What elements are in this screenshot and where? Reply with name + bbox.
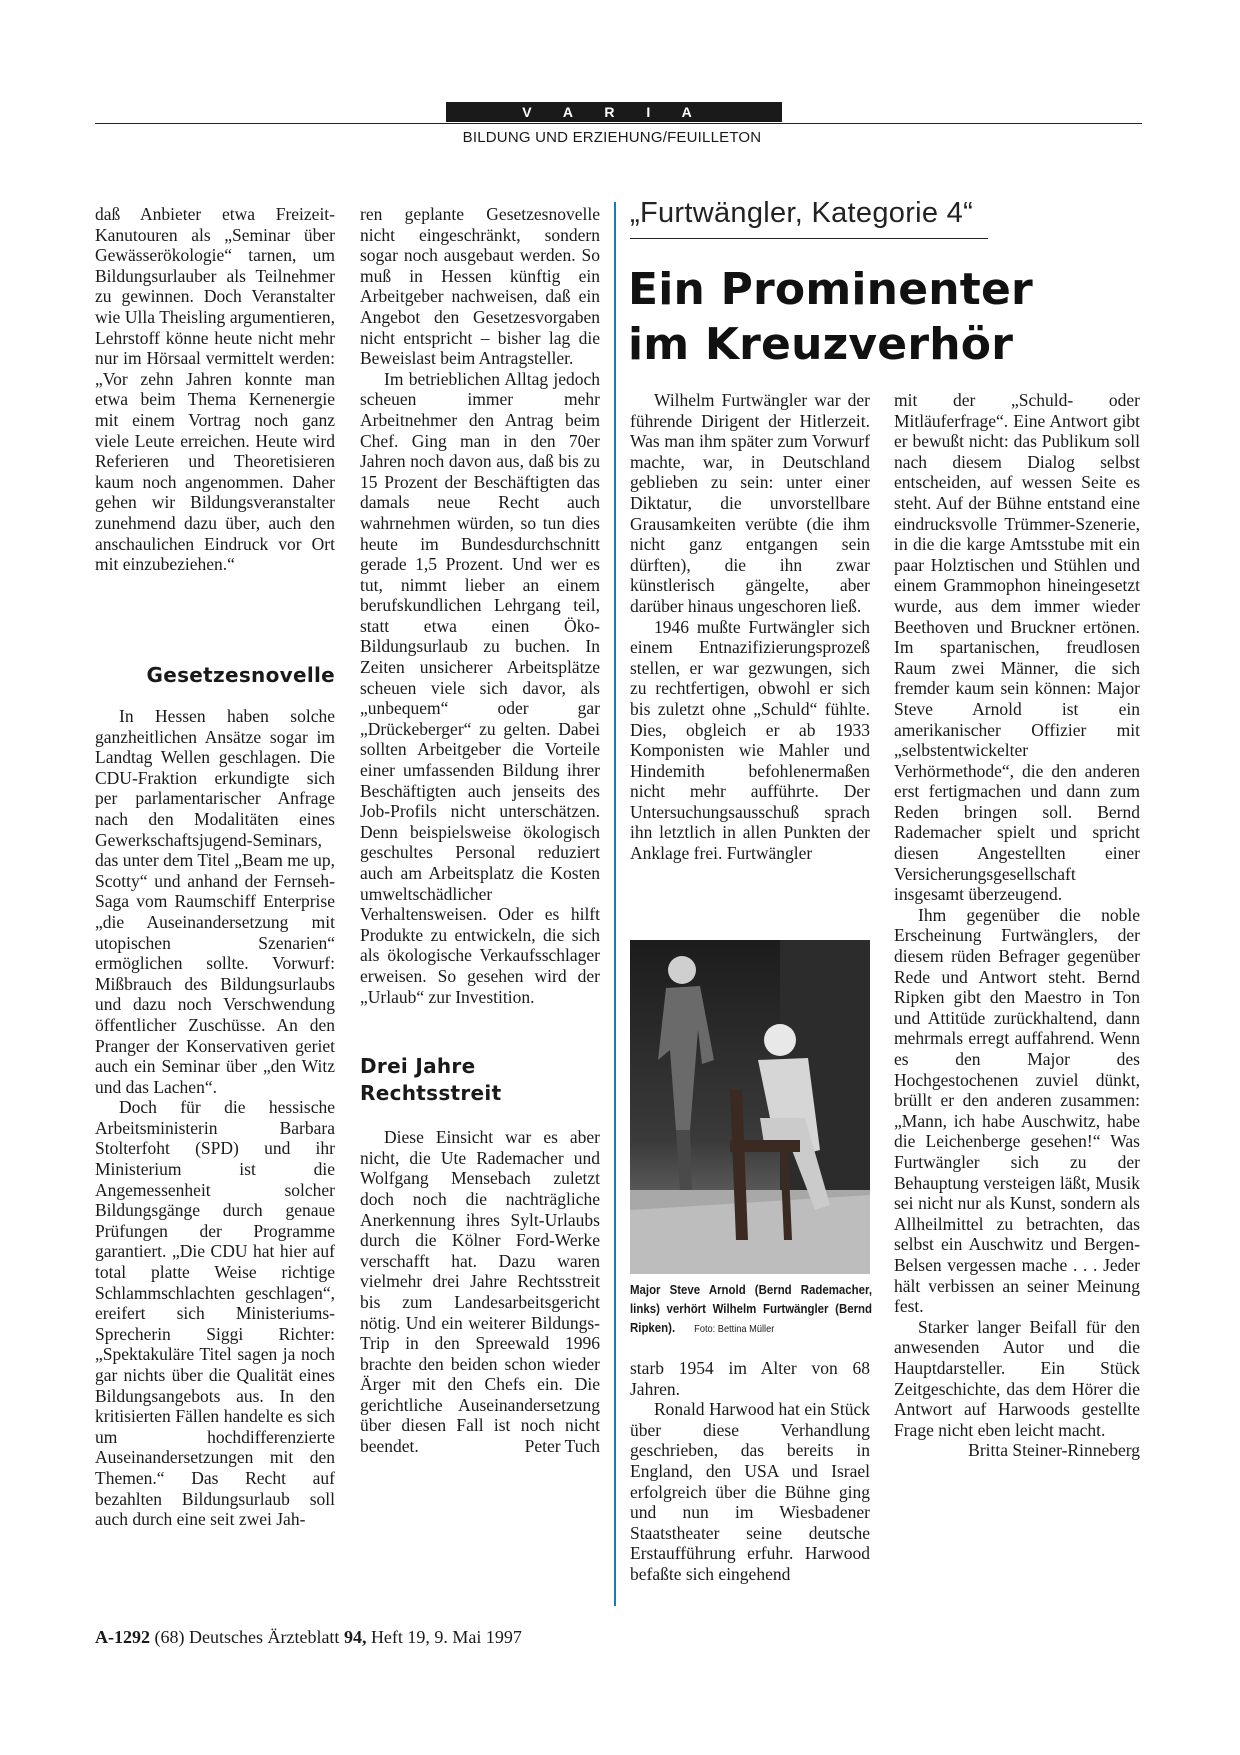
article-kicker: „Furtwängler, Kategorie 4“ xyxy=(630,197,974,229)
article-photo xyxy=(630,940,870,1274)
author-byline: Britta Steiner-Rinneberg xyxy=(968,1440,1140,1461)
paragraph: starb 1954 im Alter von 68 Jahren. xyxy=(630,1358,870,1399)
column-1 xyxy=(95,204,335,1530)
footer-publication: (68) Deutsches Ärzteblatt xyxy=(154,1627,340,1647)
paragraph: Wilhelm Furtwängler war der führende Dirigent der Hitlerzeit. Was man ihm später zum Vorwurf machte, war, in Deutschland geblieben zu sein: unter einer Diktatur, die unvorstellbare Grausamkeiten verübte (die ihm nicht ganz entgangen sein dürften), die ihn zwar künstlerisch gängelte, aber darüber hinaus ungeschoren ließ. xyxy=(630,390,870,616)
column-4 xyxy=(894,390,1140,1461)
footer-issue: Heft 19, 9. Mai 1997 xyxy=(370,1627,522,1647)
subheading: Gesetzesnovelle xyxy=(146,663,335,687)
footer-volume: 94, xyxy=(343,1627,367,1647)
paragraph: Ihm gegenüber die noble Erscheinung Furtwänglers, der diesem rüden Befrager gegenüber Rede und Antwort steht. Bernd Ripken gibt den Maestro in Ton und Attitüde zurückhaltend, dann mehrmals erregt auffahrend. Wenn es den Major des Hochgestochenen zuviel dünkt, brüllt er den anderen zusammen: „Mann, ich habe Auschwitz, habe die Leichenberge gesehen!“ Was Furtwängler sich zu der Behauptung versteigen läßt, Musik sei nicht nur als Kunst, sondern als Allheilmittel zu betrachten, das selbst ein Auschwitz und Bergen-Belsen vergessen mache . . . Jeder hält verbissen an seiner Meinung fest. xyxy=(894,904,1140,1317)
paragraph: Ronald Harwood hat ein Stück über diese Verhandlung geschrieben, das bereits in England, den USA und Israel erfolgreich über die Bühne ging und nun im Wiesbadener Staatstheater seine deutsche Erstaufführung erfuhr. Harwood befaßte sich eingehend xyxy=(630,1399,870,1584)
page-number: A-1292 xyxy=(95,1627,150,1647)
paragraph: Starker langer Beifall für den anwesenden Autor und die Hauptdarsteller. Ein Stück Zeitgeschichte, das dem Hörer die Antwort auf Harwoods gestellte Frage nicht eben leicht macht. xyxy=(894,1316,1140,1440)
paragraph: 1946 mußte Furtwängler sich einem Entnazifizierungsprozeß stellen, er war gezwungen, sich zu rechtfertigen, obwohl er sich bis zuletzt ohne „Schuld“ fühlte. Dies, obgleich er ab 1933 Komponisten wie Mahler und Hindemith befohlenermaßen nicht mehr aufführte. Der Untersuchungsausschuß sprach ihn letztlich in allen Punkten der Anklage frei. Furtwängler xyxy=(630,616,870,864)
subheading-line: Drei Jahre xyxy=(360,1054,476,1079)
section-subtitle: BILDUNG UND ERZIEHUNG/FEUILLETON xyxy=(462,129,762,146)
paragraph: daß Anbieter etwa Freizeit-Kanutouren als „Seminar über Gewässerökologie“ tarnen, um Bildungsurlauber als Teilnehmer zu gewinnen. Doch Veranstalter wie Ulla Theisling argumentieren, Lehrstoff könne heute nicht mehr nur im Hörsaal vermittelt werden: „Vor zehn Jahren konnte man etwa beim Thema Kernenergie mit einem Vortrag noch ganz viele Leute erreichen. Heute wird Referieren und Theoretisieren kaum noch angenommen. Daher gehen wir Bildungsveranstalter zunehmend dazu über, auch den anschaulichen Eindruck vor Ort mit einzubeziehen.“ xyxy=(95,204,335,575)
column-2 xyxy=(360,204,600,1457)
paragraph: mit der „Schuld- oder Mitläuferfrage“. Eine Antwort gibt er bewußt nicht: das Publikum soll nach diesem Dialog selbst entscheiden, auf wessen Seite es steht. Auf der Bühne entstand eine eindrucksvolle Trümmer-Szenerie, in die die karge Amtsstube mit ein paar Holztischen und Stühlen und einem Grammophon hineingesetzt wurde, aus dem immer wieder Beethoven und Bruckner ertönen. Im spartanischen, freudlosen Raum zwei Männer, die sich fremder kaum sein können: Major Steve Arnold ist ein amerikanischer Offizier mit „selbstentwickelter Verhörmethode“, die den anderen erst fertigmachen und dann zum Reden bringen soll. Bernd Rademacher spielt und spricht diesen Angestellten einer Versicherungsgesellschaft insgesamt überzeugend. xyxy=(894,390,1140,905)
paragraph: In Hessen haben solche ganzheitlichen Ansätze sogar im Landtag Wellen geschlagen. Die CDU-Fraktion erkundigte sich per parlamentarischer Anfrage nach den Modalitäten eines Gewerkschaftsjugend-Seminars, das unter dem Titel „Beam me up, Scotty“ und anhand der Fernseh-Saga vom Raumschiff Enterprise „die Auseinandersetzung mit utopischen Szenarien“ ermöglichen sollte. Vorwurf: Mißbrauch des Bildungsurlaubs und dazu noch Verschwendung öffentlicher Zuschüsse. An den Pranger der Konservativen geriet auch ein Seminar über „den Witz und das Lachen“. xyxy=(95,706,335,1097)
photo-caption xyxy=(630,1280,872,1339)
paragraph xyxy=(360,1127,600,1457)
stage-photo-illustration xyxy=(630,940,870,1274)
author-byline: Peter Tuch xyxy=(524,1436,600,1457)
paragraph: Im betrieblichen Alltag jedoch scheuen immer mehr Arbeitnehmer den Antrag beim Chef. Ging man in den 70er Jahren noch davon aus, daß bis zu 15 Prozent der Beschäftigten das damals neue Recht auch wahrnehmen würden, so tun dies heute im Bundesdurchschnitt gerade 1,5 Prozent. Und wer es tut, nimmt lieber an einem berufskundlichen Lehrgang teil, statt etwa einen Öko-Bildungsurlaub zu buchen. In Zeiten unsicherer Arbeitsplätze scheuen viele sich davor, als „unbequem“ oder gar „Drückeberger“ zu gelten. Dabei sollten Arbeitgeber die Vorteile einer umfassenden Bildung ihrer Beschäftigten auch jenseits des Job-Profils nicht unterschätzen. Denn beispielsweise ökologisch geschultes Personal reduziert auch am Arbeitsplatz die Kosten umweltschädlicher Verhaltensweisen. Oder es hilft Produkte zu entwickeln, die sich als ökologische Verkaufsschlager erweisen. So gesehen wird der „Urlaub“ zur Investition. xyxy=(360,368,600,1007)
column-3-continued xyxy=(630,1358,870,1585)
subheading-line: Rechtsstreit xyxy=(360,1081,502,1106)
column-divider xyxy=(614,202,616,1606)
subheading xyxy=(360,1053,600,1107)
paragraph-text: Diese Einsicht war es aber nicht, die Ute Rademacher und Wolfgang Mensebach zuletzt doch noch die nachträgliche Anerkennung ihres Sylt-Urlaubs durch die Kölner Ford-Werke verschafft hat. Dazu waren vielmehr drei Jahre Rechtsstreit bis zum Landesarbeitsgericht nötig. Und ein weiterer Bildungs-Trip in den Spreewald 1996 brachte den beiden schon wieder Ärger mit den Chefs ein. Die gerichtliche Auseinandersetzung über diesen Fall ist noch nicht beendet. xyxy=(360,1127,600,1457)
kicker-rule xyxy=(630,238,988,239)
header-rule xyxy=(95,123,1142,124)
caption-text: Major Steve Arnold (Bernd Rademacher, links) verhört Wilhelm Furtwängler (Bernd Ripken). xyxy=(630,1282,872,1335)
paragraph: Doch für die hessische Arbeitsministerin Barbara Stolterfoht (SPD) und ihr Ministerium ist die Angemessenheit solcher Bildungsgänge durch genaue Prüfungen der Programme garantiert. „Die CDU hat hier auf total platte Weise richtige Schlammschlachten geschlagen“, ereifert sich Ministeriums-Sprecherin Siggi Richter: „Spektakuläre Titel sagen ja noch gar nichts über die Qualität eines Bildungsangebots aus. In den kritisierten Fällen handelte es sich um hochdifferenzierte Auseinandersetzungen mit den Themen.“ Das Recht auf bezahlten Bildungsurlaub soll auch durch eine seit zwei Jah- xyxy=(95,1097,335,1530)
headline-line: im Kreuzverhör xyxy=(628,319,1014,370)
section-label: V A R I A xyxy=(446,102,782,122)
column-3 xyxy=(630,390,870,864)
photo-credit: Foto: Bettina Müller xyxy=(694,1323,775,1335)
headline-line: Ein Prominenter xyxy=(628,264,1033,315)
article-headline xyxy=(628,262,1148,372)
page-footer xyxy=(95,1627,522,1648)
paragraph: ren geplante Gesetzesnovelle nicht eingeschränkt, sondern sogar noch ausgebaut werden. So muß in Hessen künftig ein Arbeitgeber nachweisen, daß ein Angebot den Gesetzesvorgaben nicht entspricht – bisher lag die Beweislast beim Antragsteller. xyxy=(360,204,600,369)
